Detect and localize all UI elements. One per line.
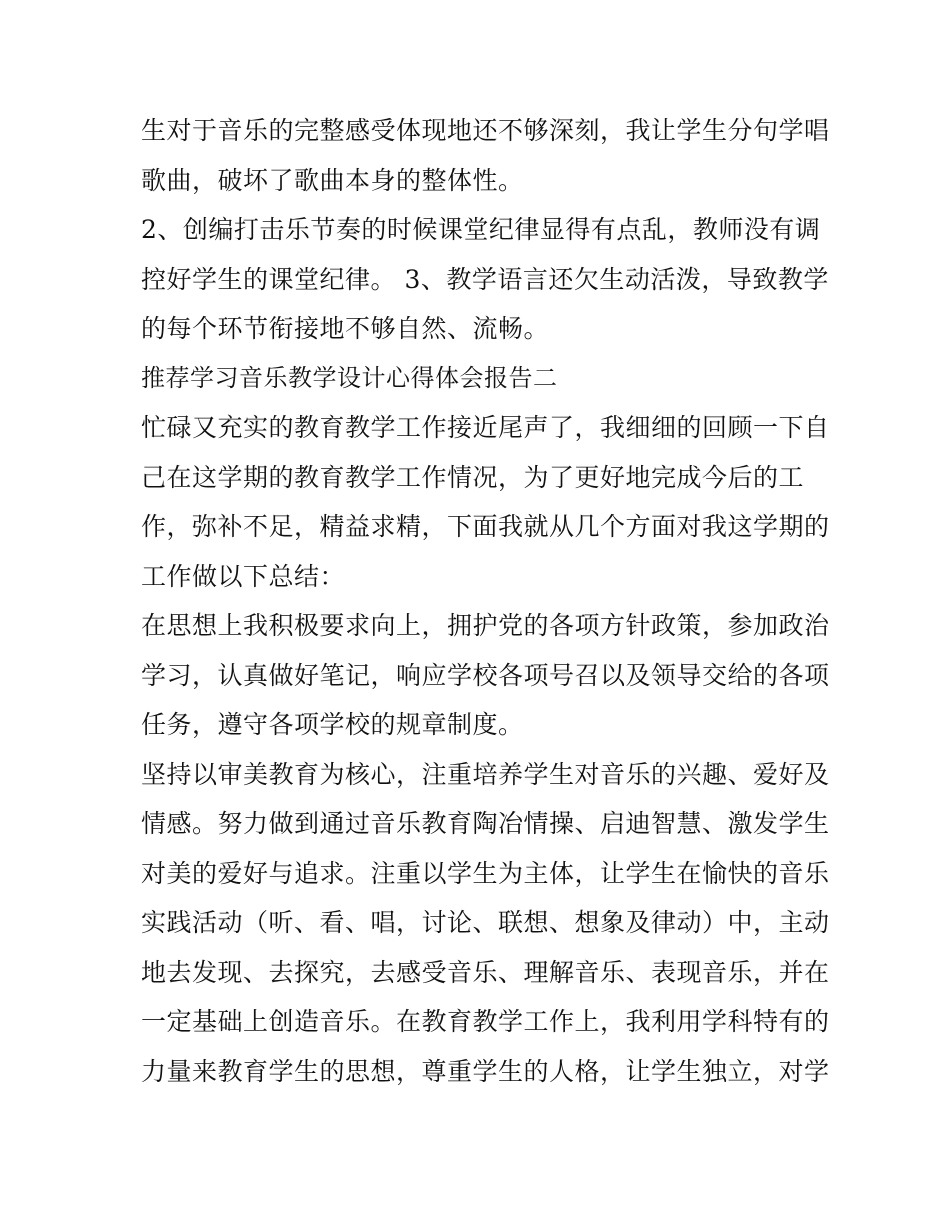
text-line: 地去发现、去探究，去感受音乐、理解音乐、表现音乐，并在: [141, 957, 830, 987]
text-line: 己在这学期的教育教学工作情况，为了更好地完成今后的工: [141, 462, 805, 492]
text-line: 对美的爱好与追求。注重以学生为主体，让学生在愉快的音乐: [141, 858, 830, 888]
text-line: 生对于音乐的完整感受体现地还不够深刻，我让学生分句学唱: [141, 116, 830, 145]
text-line: 2、创编打击乐节奏的时候课堂纪律显得有点乱，教师没有调: [141, 215, 821, 244]
text-line: 的每个环节衔接地不够自然、流畅。: [141, 314, 550, 343]
text-line: 任务，遵守各项学校的规章制度。: [141, 710, 524, 739]
text-line: 坚持以审美教育为核心，注重培养学生对音乐的兴趣、爱好及: [141, 759, 830, 789]
text-line: 学习，认真做好笔记，响应学校各项号召以及领导交给的各项: [141, 660, 830, 690]
text-line: 情感。努力做到通过音乐教育陶冶情操、启迪智慧、激发学生: [141, 809, 830, 838]
section-heading: 推荐学习音乐教学设计心得体会报告二: [141, 363, 558, 392]
document-body: [141, 106, 830, 1096]
text-line: 一定基础上创造音乐。在教育教学工作上，我利用学科特有的: [141, 1007, 830, 1036]
text-line: 忙碌又充实的教育教学工作接近尾声了，我细细的回顾一下自: [141, 413, 830, 442]
text-line: 工作做以下总结：: [141, 561, 346, 591]
text-line: 实践活动（听、看、唱，讨论、联想、想象及律动）中，主动: [141, 908, 830, 937]
text-line: 在思想上我积极要求向上，拥护党的各项方针政策，参加政治: [141, 611, 830, 640]
text-line: 作，弥补不足，精益求精，下面我就从几个方面对我这学期的: [141, 512, 830, 541]
text-line: 力量来教育学生的思想，尊重学生的人格，让学生独立，对学: [141, 1056, 830, 1086]
text-line: 歌曲，破坏了歌曲本身的整体性。: [141, 165, 524, 195]
text-line: 控好学生的课堂纪律。 3、教学语言还欠生动活泼，导致教学: [141, 264, 829, 294]
